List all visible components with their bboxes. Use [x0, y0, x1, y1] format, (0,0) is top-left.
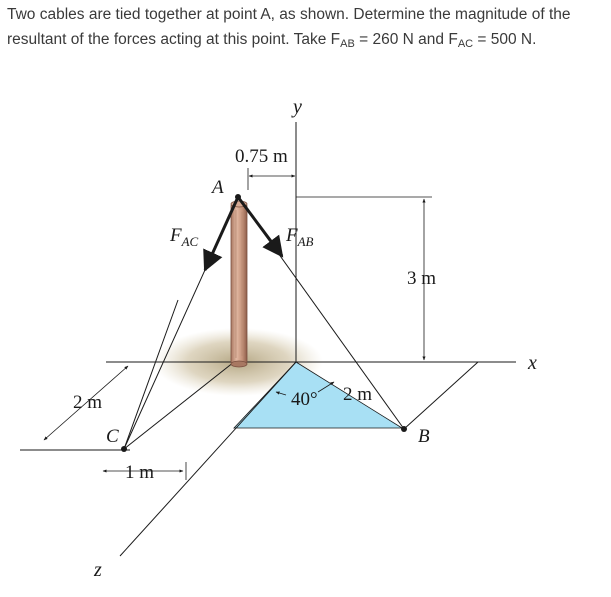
label-force-ab-main: F [286, 225, 298, 246]
label-dim-x-span: 1 m [125, 462, 155, 483]
label-force-ab [285, 225, 314, 249]
label-axis-x: x [528, 352, 537, 374]
pole [231, 204, 247, 364]
label-force-ac [169, 225, 199, 249]
subscript-ac: AC [457, 38, 474, 50]
label-point-a: A [212, 177, 224, 198]
right-perspective-line [404, 362, 478, 429]
label-axis-y: y [293, 96, 302, 118]
label-force-ac-sub: AC [181, 234, 199, 249]
label-angle: 40° [291, 389, 318, 410]
label-dim-height: 3 m [407, 268, 437, 289]
point-c-dot [121, 446, 127, 452]
subscript-ab: AB [340, 38, 355, 50]
problem-text-part1: Two cables are tied together at point A, as shown. Determine the magnitude of the resultant of the forces acting at this point. Take F [7, 6, 571, 48]
label-force-ab-sub: AB [297, 234, 314, 249]
label-dim-ob: 2 m [343, 384, 373, 405]
problem-text-part2: = 260 N and F [354, 31, 458, 48]
label-dim-offset: 0.75 m [235, 146, 288, 167]
label-dim-z-span: 2 m [73, 392, 103, 413]
label-axis-z: z [94, 559, 102, 581]
pole-bottom [231, 361, 247, 367]
point-a-dot [235, 194, 241, 200]
label-point-b: B [418, 426, 430, 447]
label-force-ac-main: F [170, 225, 182, 246]
problem-text-part3: = 500 N. [473, 31, 537, 48]
label-point-c: C [106, 426, 119, 447]
point-b-dot [401, 426, 407, 432]
